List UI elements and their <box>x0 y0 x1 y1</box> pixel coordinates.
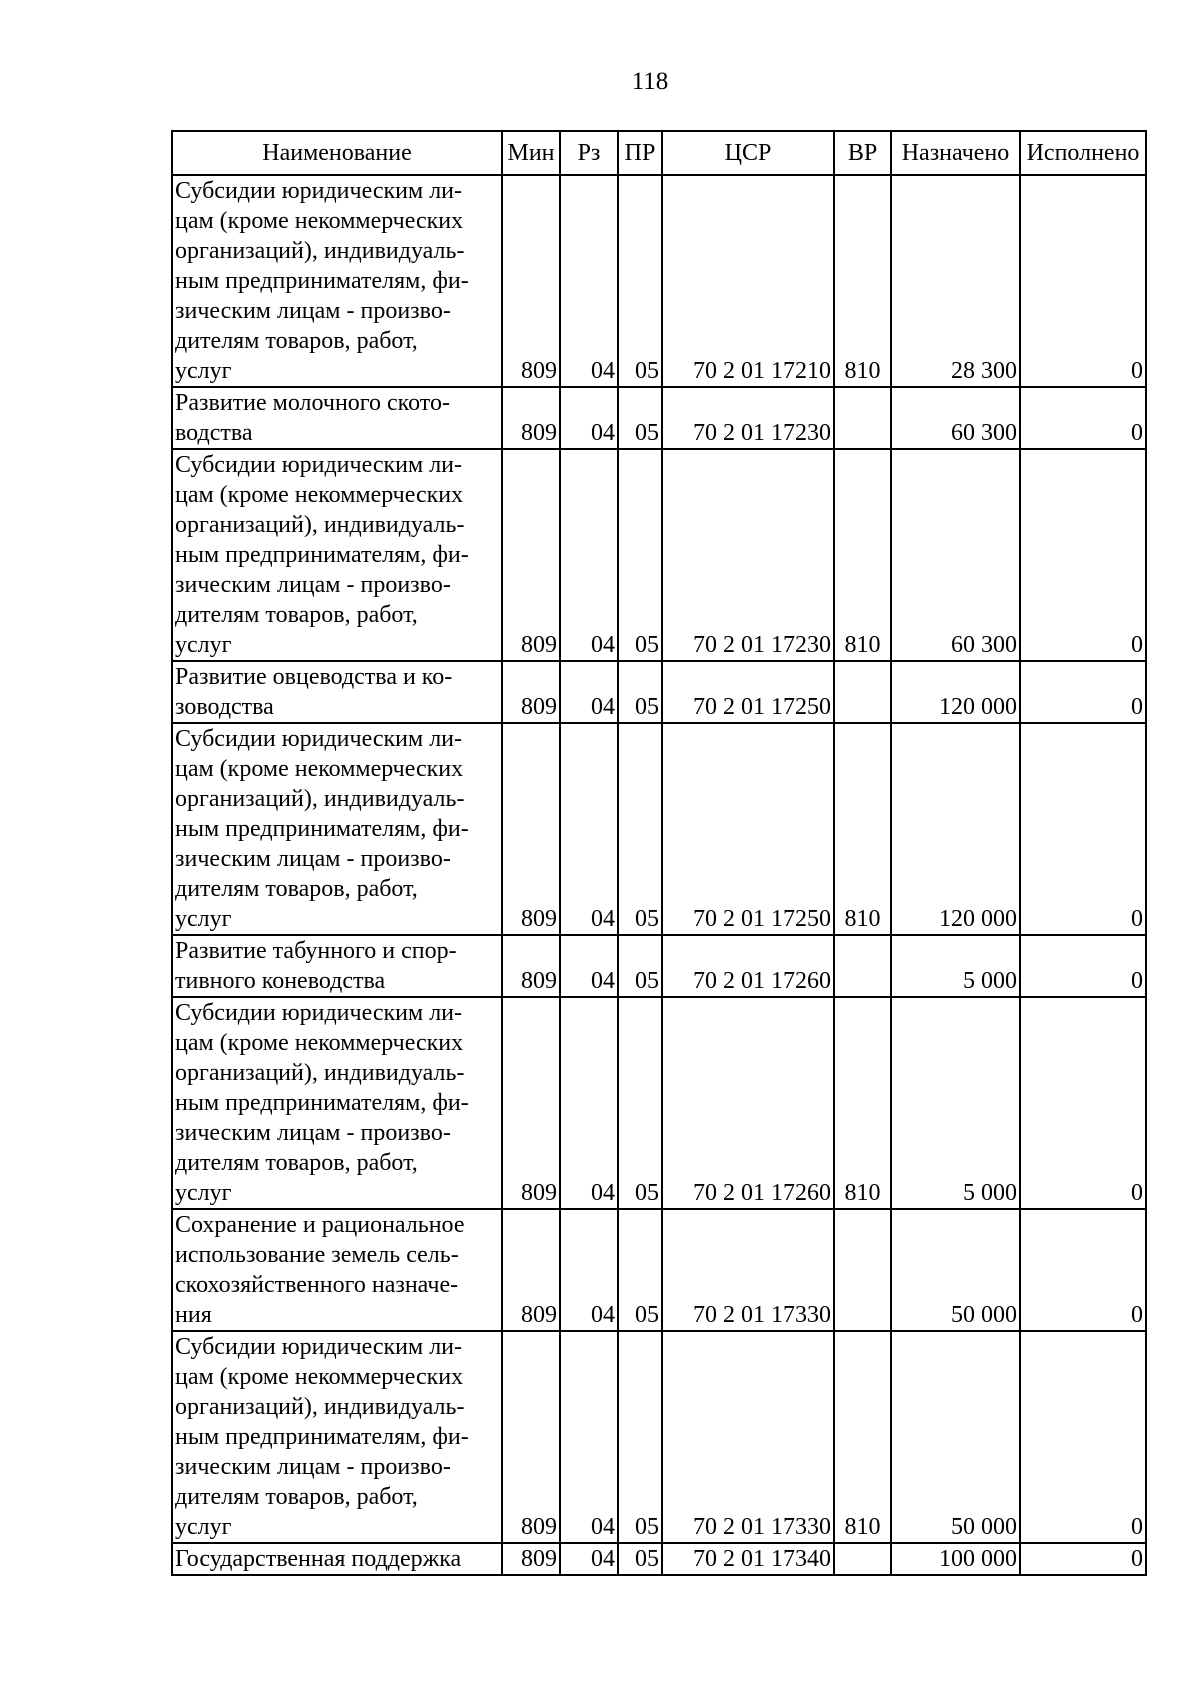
cell-name: Государственная поддержка <box>172 1543 502 1575</box>
table-row <box>172 661 1146 723</box>
cell-executed: 0 <box>1020 1543 1146 1575</box>
cell-rz: 04 <box>560 1543 618 1575</box>
table-row <box>172 723 1146 935</box>
cell-csr: 70 2 01 17330 <box>662 1209 834 1331</box>
cell-executed: 0 <box>1020 1209 1146 1331</box>
cell-rz: 04 <box>560 661 618 723</box>
cell-name: Развитие овцеводства и ко- зоводства <box>172 661 502 723</box>
table-row <box>172 449 1146 661</box>
cell-min: 809 <box>502 997 560 1209</box>
cell-executed: 0 <box>1020 175 1146 387</box>
table-row <box>172 1331 1146 1543</box>
cell-assigned: 120 000 <box>891 661 1020 723</box>
cell-executed: 0 <box>1020 935 1146 997</box>
cell-pr: 05 <box>618 997 662 1209</box>
cell-rz: 04 <box>560 997 618 1209</box>
cell-name: Субсидии юридическим ли- цам (кроме некоммерческих организаций), индивидуаль- ным предпринимателям, фи- зическим лицам - произво- дителям товаров, работ, услуг <box>172 175 502 387</box>
cell-assigned: 60 300 <box>891 449 1020 661</box>
column-header-name: Наименование <box>172 131 502 175</box>
cell-vr: 810 <box>834 723 891 935</box>
cell-executed: 0 <box>1020 723 1146 935</box>
cell-min: 809 <box>502 387 560 449</box>
cell-rz: 04 <box>560 175 618 387</box>
page-number: 118 <box>631 68 669 95</box>
cell-name: Субсидии юридическим ли- цам (кроме некоммерческих организаций), индивидуаль- ным предпринимателям, фи- зическим лицам - произво- дителям товаров, работ, услуг <box>172 449 502 661</box>
cell-pr: 05 <box>618 449 662 661</box>
column-header-vr: ВР <box>834 131 891 175</box>
cell-pr: 05 <box>618 175 662 387</box>
table-header-row <box>172 131 1146 175</box>
cell-vr <box>834 661 891 723</box>
cell-executed: 0 <box>1020 449 1146 661</box>
cell-name: Субсидии юридическим ли- цам (кроме некоммерческих организаций), индивидуаль- ным предпринимателям, фи- зическим лицам - произво- дителям товаров, работ, услуг <box>172 1331 502 1543</box>
cell-name: Сохранение и рациональное использование земель сель- скохозяйственного назначе- ния <box>172 1209 502 1331</box>
table-row <box>172 935 1146 997</box>
cell-min: 809 <box>502 1209 560 1331</box>
cell-csr: 70 2 01 17230 <box>662 449 834 661</box>
cell-assigned: 50 000 <box>891 1331 1020 1543</box>
table-row <box>172 997 1146 1209</box>
cell-rz: 04 <box>560 935 618 997</box>
cell-vr: 810 <box>834 997 891 1209</box>
cell-vr: 810 <box>834 1331 891 1543</box>
cell-executed: 0 <box>1020 997 1146 1209</box>
cell-vr <box>834 387 891 449</box>
column-header-assigned: Назначено <box>891 131 1020 175</box>
column-header-rz: Рз <box>560 131 618 175</box>
cell-assigned: 28 300 <box>891 175 1020 387</box>
cell-assigned: 120 000 <box>891 723 1020 935</box>
table-body <box>172 175 1146 1575</box>
cell-csr: 70 2 01 17250 <box>662 723 834 935</box>
cell-min: 809 <box>502 1543 560 1575</box>
column-header-pr: ПР <box>618 131 662 175</box>
table-row <box>172 175 1146 387</box>
cell-pr: 05 <box>618 1331 662 1543</box>
budget-table <box>171 130 1147 1576</box>
cell-csr: 70 2 01 17250 <box>662 661 834 723</box>
cell-csr: 70 2 01 17260 <box>662 997 834 1209</box>
cell-min: 809 <box>502 661 560 723</box>
cell-csr: 70 2 01 17260 <box>662 935 834 997</box>
cell-pr: 05 <box>618 935 662 997</box>
cell-executed: 0 <box>1020 661 1146 723</box>
cell-assigned: 100 000 <box>891 1543 1020 1575</box>
cell-rz: 04 <box>560 723 618 935</box>
cell-csr: 70 2 01 17340 <box>662 1543 834 1575</box>
cell-assigned: 50 000 <box>891 1209 1020 1331</box>
cell-assigned: 5 000 <box>891 935 1020 997</box>
cell-executed: 0 <box>1020 387 1146 449</box>
cell-rz: 04 <box>560 387 618 449</box>
cell-csr: 70 2 01 17210 <box>662 175 834 387</box>
table-row <box>172 1543 1146 1575</box>
cell-name: Развитие табунного и спор- тивного коневодства <box>172 935 502 997</box>
cell-assigned: 60 300 <box>891 387 1020 449</box>
cell-rz: 04 <box>560 1209 618 1331</box>
cell-pr: 05 <box>618 661 662 723</box>
cell-vr <box>834 1543 891 1575</box>
column-header-csr: ЦСР <box>662 131 834 175</box>
column-header-executed: Исполнено <box>1020 131 1146 175</box>
cell-csr: 70 2 01 17230 <box>662 387 834 449</box>
cell-rz: 04 <box>560 449 618 661</box>
cell-name: Субсидии юридическим ли- цам (кроме некоммерческих организаций), индивидуаль- ным предпринимателям, фи- зическим лицам - произво- дителям товаров, работ, услуг <box>172 723 502 935</box>
cell-pr: 05 <box>618 387 662 449</box>
cell-min: 809 <box>502 723 560 935</box>
table-row <box>172 1209 1146 1331</box>
cell-pr: 05 <box>618 723 662 935</box>
table-row <box>172 387 1146 449</box>
cell-csr: 70 2 01 17330 <box>662 1331 834 1543</box>
cell-vr <box>834 1209 891 1331</box>
cell-name: Субсидии юридическим ли- цам (кроме некоммерческих организаций), индивидуаль- ным предпринимателям, фи- зическим лицам - произво- дителям товаров, работ, услуг <box>172 997 502 1209</box>
column-header-min: Мин <box>502 131 560 175</box>
cell-pr: 05 <box>618 1209 662 1331</box>
cell-name: Развитие молочного ското- водства <box>172 387 502 449</box>
cell-rz: 04 <box>560 1331 618 1543</box>
cell-vr <box>834 935 891 997</box>
cell-min: 809 <box>502 175 560 387</box>
cell-vr: 810 <box>834 175 891 387</box>
cell-min: 809 <box>502 935 560 997</box>
cell-assigned: 5 000 <box>891 997 1020 1209</box>
cell-pr: 05 <box>618 1543 662 1575</box>
cell-min: 809 <box>502 449 560 661</box>
cell-min: 809 <box>502 1331 560 1543</box>
cell-vr: 810 <box>834 449 891 661</box>
cell-executed: 0 <box>1020 1331 1146 1543</box>
